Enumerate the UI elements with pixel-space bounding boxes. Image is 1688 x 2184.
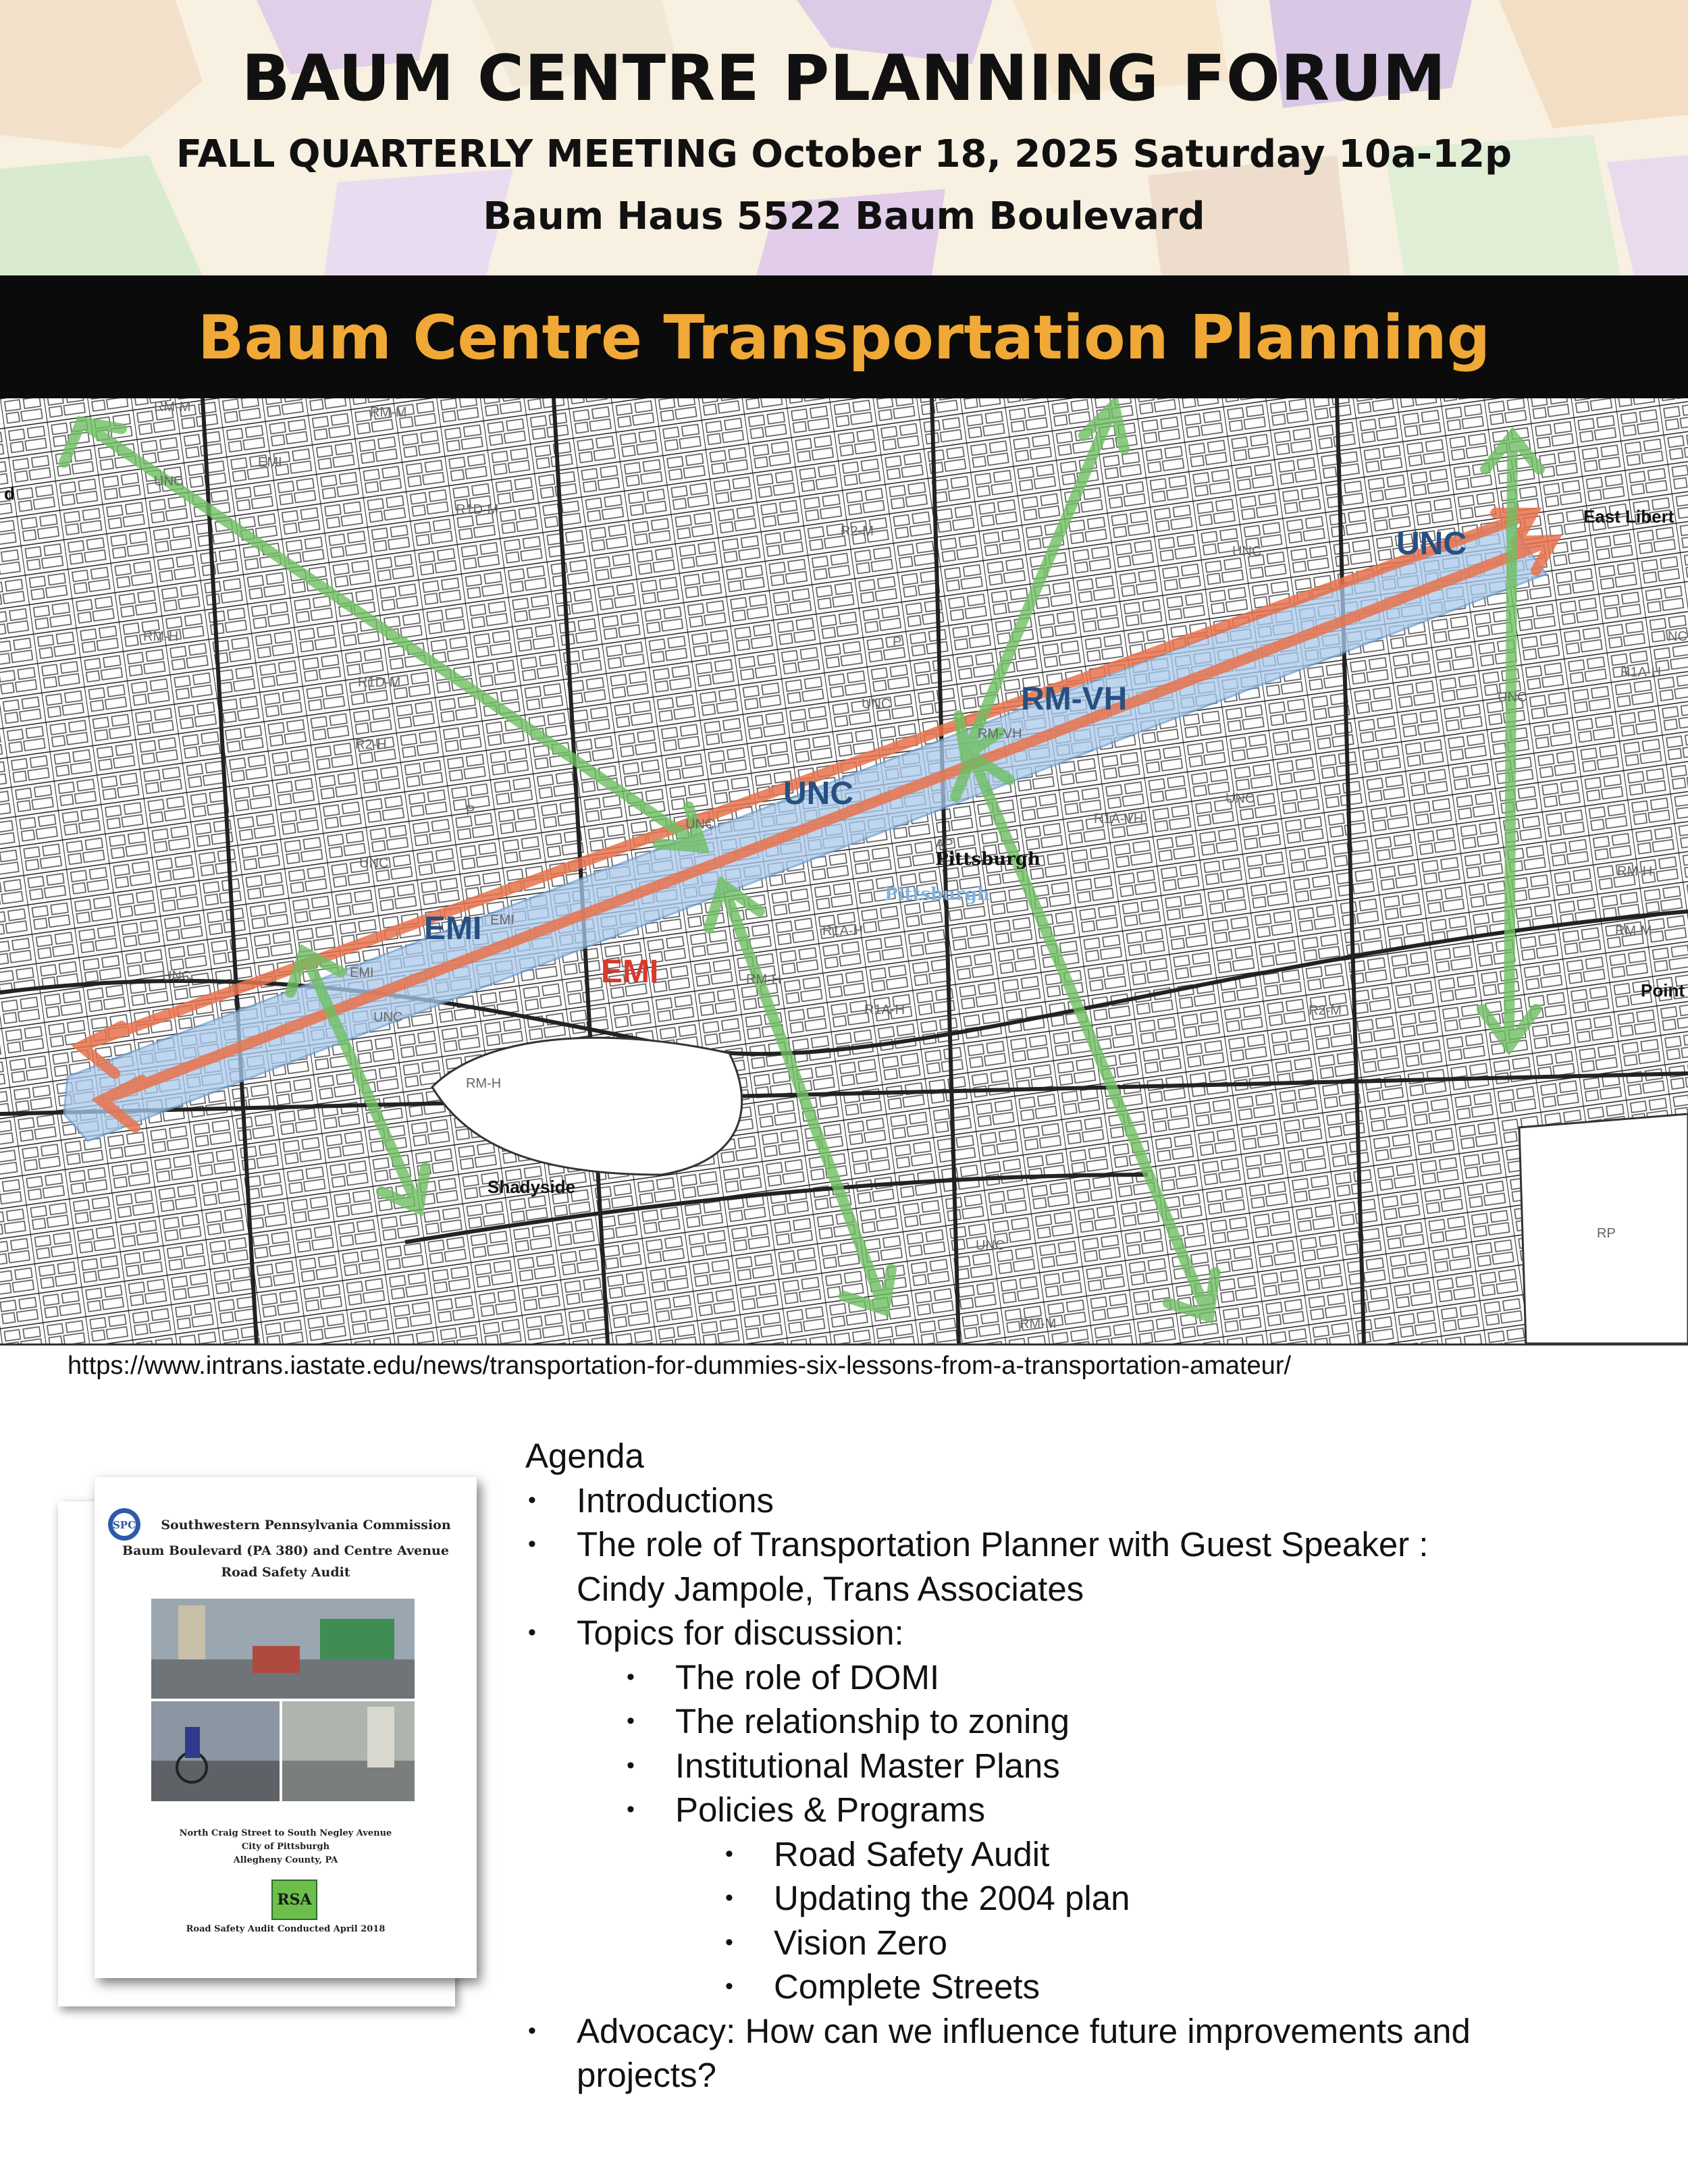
source-url-link[interactable]: https://www.intrans.iastate.edu/news/transportation-for-dummies-six-lessons-from-a-transportation-amateur/ [68, 1352, 1292, 1380]
bullet-icon: • [528, 1487, 536, 1513]
report-cover [95, 1477, 477, 1978]
agenda-item-text: The relationship to zoning [675, 1702, 1070, 1740]
minor-zone-label: UNC [976, 1238, 1005, 1253]
minor-zone-label: R1A-H [1620, 665, 1662, 680]
agenda-item-text: Institutional Master Plans [675, 1746, 1060, 1785]
meeting-date-time: FALL QUARTERLY MEETING October 18, 2025 Saturday 10a-12p [176, 132, 1512, 176]
zone-label-emi-west: EMI [424, 911, 482, 947]
report-photo-collage [151, 1599, 415, 1801]
report-location-line1: North Craig Street to South Negley Avenue [179, 1828, 392, 1838]
zone-label-rm-vh: RM-VH [1021, 681, 1128, 717]
agenda-item [525, 1876, 1673, 1921]
minor-zone-label: EMI [258, 455, 282, 470]
place-label-pittsburgh-blue: Pittsburgh [885, 884, 990, 905]
agenda-item-text: Vision Zero [774, 1923, 948, 1962]
agenda-item-text: The role of Transportation Planner with Guest Speaker : [577, 1525, 1429, 1564]
bullet-icon: • [725, 1929, 733, 1955]
minor-zone-label: NC [1668, 629, 1687, 644]
minor-zone-label: UNC [1498, 690, 1527, 705]
place-label-edge-d: d [4, 483, 15, 504]
minor-zone-label: RM-H [746, 972, 782, 987]
minor-zone-label: UNC [685, 817, 715, 832]
bullet-icon: • [725, 1840, 733, 1867]
minor-zone-label: RP [1597, 1226, 1616, 1241]
place-label-shadyside: Shadyside [487, 1177, 576, 1197]
minor-zone-label: RM-VH [978, 726, 1022, 741]
agenda-item [525, 1522, 1673, 1567]
minor-zone-label: R1A-H [864, 1003, 905, 1017]
agenda-item [525, 1699, 1673, 1744]
minor-zone-label: RM-H [143, 629, 179, 644]
agenda-item [525, 1744, 1673, 1788]
agenda [525, 1434, 1673, 2098]
minor-zone-label: R1A-VH [1094, 811, 1144, 826]
zone-label-unc-center: UNC [783, 776, 853, 811]
zone-label-emi-red: EMI [601, 954, 659, 990]
agenda-item [525, 1788, 1673, 1832]
bullet-icon: • [627, 1796, 635, 1822]
agenda-item-text: Policies & Programs [675, 1790, 986, 1829]
minor-zone-label: RM-M [1020, 1316, 1057, 1331]
banner-title: Baum Centre Transportation Planning [197, 302, 1491, 373]
forum-title: BAUM CENTRE PLANNING FORUM [241, 42, 1447, 115]
place-label-point: Point [1641, 980, 1685, 1001]
rsa-badge-icon [271, 1880, 317, 1920]
agenda-item [525, 1965, 1673, 2009]
minor-zone-label: R2-M [1309, 1003, 1342, 1018]
agenda-item-text: Advocacy: How can we influence future improvements and [577, 2011, 1471, 2050]
agenda-item [525, 1655, 1673, 1700]
agenda-item-text: Road Safety Audit [774, 1834, 1050, 1873]
header [0, 0, 1688, 275]
agenda-item [525, 1479, 1673, 1523]
agenda-item-text: The role of DOMI [675, 1657, 940, 1697]
agenda-item [525, 1921, 1673, 1965]
rsa-badge-text: RSA [277, 1891, 312, 1909]
report-org: Southwestern Pennsylvania Commission [161, 1518, 451, 1533]
minor-zone-label: AP [935, 837, 953, 852]
minor-zone-label: UNC [373, 1010, 403, 1025]
report-title-line1: Baum Boulevard (PA 380) and Centre Avenue [122, 1543, 449, 1558]
zone-label-unc-east: UNC [1396, 526, 1467, 562]
minor-zone-label: R1A-H [822, 924, 864, 938]
minor-zone-label: R1D-M [456, 502, 499, 517]
bullet-icon: • [528, 1620, 536, 1645]
report-location-line2: City of Pittsburgh [241, 1842, 330, 1852]
bullet-icon: • [627, 1663, 635, 1690]
minor-zone-label: R2-H [355, 737, 387, 752]
agenda-item [525, 1611, 1673, 1655]
report-footer: Road Safety Audit Conducted April 2018 [186, 1924, 386, 1934]
bullet-icon: • [725, 1885, 733, 1911]
corridor-map [0, 398, 1688, 1346]
bullet-icon: • [627, 1752, 635, 1778]
minor-zone-label: RM-M [370, 405, 407, 420]
agenda-item-text: projects? [577, 2056, 716, 2094]
spc-logo-text: SPC [112, 1519, 136, 1531]
minor-zone-label: EMI [350, 965, 374, 980]
agenda-item-text: Introductions [577, 1481, 774, 1520]
minor-zone-label: RM-M [1615, 924, 1652, 938]
bullet-icon: • [627, 1708, 635, 1734]
agenda-item-continuation [525, 1567, 1673, 1612]
agenda-item-continuation [525, 2053, 1673, 2098]
agenda-item-text: Updating the 2004 plan [774, 1879, 1130, 1917]
minor-zone-label: UNC [154, 474, 184, 489]
minor-zone-label: R2-M [841, 524, 874, 539]
agenda-item-text: Complete Streets [774, 1967, 1040, 2006]
agenda-heading: Agenda [525, 1437, 644, 1475]
agenda-list [525, 1479, 1673, 2098]
place-label-east-liberty: East Libert [1583, 506, 1674, 527]
minor-zone-label: RM-H [466, 1076, 502, 1091]
minor-zone-label: UNC [359, 856, 389, 871]
minor-zone-label: P [466, 803, 475, 818]
bullet-icon: • [528, 1531, 536, 1557]
agenda-item [525, 2009, 1673, 2054]
agenda-item [525, 1832, 1673, 1877]
minor-zone-label: UNC [1232, 544, 1262, 559]
minor-zone-label: UNC [862, 697, 891, 712]
minor-zone-label: UNC [162, 969, 192, 984]
bullet-icon: • [725, 1973, 733, 1999]
report-location-line3: Allegheny County, PA [233, 1855, 338, 1865]
minor-zone-label: R1D-M [358, 675, 401, 690]
minor-zone-label: P [893, 635, 902, 649]
bullet-icon: • [528, 2017, 536, 2044]
meeting-venue: Baum Haus 5522 Baum Boulevard [483, 194, 1205, 238]
minor-zone-label: UNC [1225, 791, 1255, 806]
agenda-item-text: Topics for discussion: [577, 1614, 904, 1652]
minor-zone-label: RM-M [154, 400, 191, 415]
place-label-pittsburgh: Pittsburgh [935, 849, 1040, 870]
report-title-line2: Road Safety Audit [221, 1565, 350, 1580]
minor-zone-label: RM-H [1617, 864, 1653, 879]
agenda-item-text: Cindy Jampole, Trans Associates [577, 1569, 1084, 1608]
minor-zone-label: EMI [490, 913, 515, 928]
